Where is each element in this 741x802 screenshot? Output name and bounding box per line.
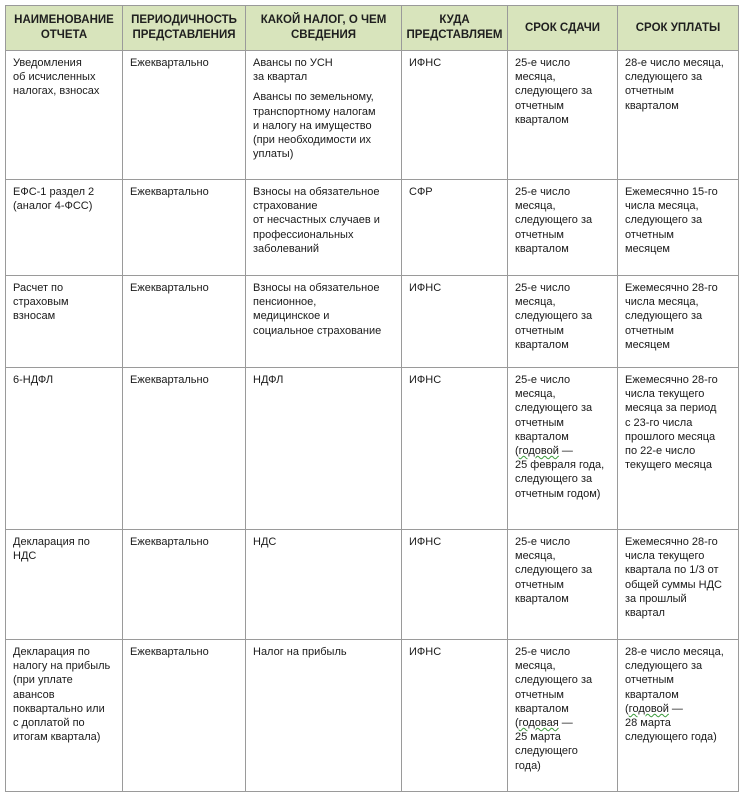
cell-periodicity: Ежеквартально bbox=[123, 276, 246, 368]
cell-submit-annual-note: (годовой — 25 февраля года, следующего за отчетным годом) bbox=[515, 445, 605, 500]
column-header-tax: КАКОЙ НАЛОГ, О ЧЕМ СВЕДЕНИЯ bbox=[246, 6, 402, 51]
table-body bbox=[6, 51, 739, 792]
cell-submit-deadline: 25-е число месяца, следующего за отчетным кварталом bbox=[508, 180, 618, 276]
cell-where: ИФНС bbox=[402, 530, 508, 640]
cell-where: СФР bbox=[402, 180, 508, 276]
header-row bbox=[6, 6, 739, 51]
cell-report-name: Декларация по НДС bbox=[6, 530, 123, 640]
cell-tax-note: Авансы по земельному, транспортному налогам и налогу на имущество (при необходимости их уплаты) bbox=[253, 91, 376, 161]
table-row bbox=[6, 51, 739, 180]
cell-pay-deadline: 28-е число месяца, следующего за отчетным кварталом (годовой — 28 марта следующего года) bbox=[618, 640, 739, 792]
cell-where: ИФНС bbox=[402, 368, 508, 530]
cell-where: ИФНС bbox=[402, 51, 508, 180]
cell-pay-deadline: 28-е число месяца, следующего за отчетным кварталом bbox=[618, 51, 739, 180]
column-header-report-name: НАИМЕНОВАНИЕ ОТЧЕТА bbox=[6, 6, 123, 51]
cell-periodicity: Ежеквартально bbox=[123, 530, 246, 640]
cell-submit-deadline: 25-е число месяца, следующего за отчетным кварталом bbox=[508, 276, 618, 368]
cell-submit-deadline: 25-е число месяца, следующего за отчетным кварталом bbox=[508, 51, 618, 180]
cell-pay-deadline: Ежемесячно 28-го числа текущего месяца за период с 23-го числа прошлого месяца по 22-е число текущего месяца bbox=[618, 368, 739, 530]
cell-tax: Налог на прибыль bbox=[246, 640, 402, 792]
cell-report-name: 6-НДФЛ bbox=[6, 368, 123, 530]
table-row bbox=[6, 276, 739, 368]
cell-pay-deadline: Ежемесячно 28-го числа текущего квартала по 1/3 от общей суммы НДС за прошлый квартал bbox=[618, 530, 739, 640]
cell-submit-annual-note: (годовая — 25 марта следующего года) bbox=[515, 717, 578, 772]
tax-reporting-table bbox=[5, 5, 739, 792]
column-header-pay-deadline: СРОК УПЛАТЫ bbox=[618, 6, 739, 51]
cell-tax: Взносы на обязательное пенсионное, медицинское и социальное страхование bbox=[246, 276, 402, 368]
column-header-periodicity: ПЕРИОДИЧНОСТЬ ПРЕДСТАВЛЕНИЯ bbox=[123, 6, 246, 51]
cell-where: ИФНС bbox=[402, 276, 508, 368]
column-header-where: КУДА ПРЕДСТАВЛЯЕМ bbox=[402, 6, 508, 51]
cell-report-name: Декларация по налогу на прибыль (при уплате авансов поквартально или с доплатой по итогам квартала) bbox=[6, 640, 123, 792]
table-row bbox=[6, 530, 739, 640]
cell-periodicity: Ежеквартально bbox=[123, 51, 246, 180]
cell-submit-deadline: 25-е число месяца, следующего за отчетным кварталом bbox=[508, 530, 618, 640]
column-header-submit-deadline: СРОК СДАЧИ bbox=[508, 6, 618, 51]
cell-tax: Взносы на обязательное страхование от несчастных случаев и профессиональных заболеваний bbox=[246, 180, 402, 276]
table-row bbox=[6, 368, 739, 530]
cell-periodicity: Ежеквартально bbox=[123, 180, 246, 276]
cell-pay-deadline: Ежемесячно 28-го числа месяца, следующего за отчетным месяцем bbox=[618, 276, 739, 368]
cell-report-name: Расчет по страховым взносам bbox=[6, 276, 123, 368]
cell-where: ИФНС bbox=[402, 640, 508, 792]
cell-pay-annual-note: (годовой — 28 марта следующего года) bbox=[625, 702, 717, 744]
cell-tax: НДС bbox=[246, 530, 402, 640]
table-row bbox=[6, 640, 739, 792]
cell-tax: Авансы по УСН за квартал Авансы по земельному, транспортному налогам и налогу на имущество (при необходимости их уплаты) bbox=[246, 51, 402, 180]
cell-pay-deadline: Ежемесячно 15-го числа месяца, следующего за отчетным месяцем bbox=[618, 180, 739, 276]
cell-report-name: Уведомления об исчисленных налогах, взносах bbox=[6, 51, 123, 180]
cell-submit-deadline: 25-е число месяца, следующего за отчетным кварталом (годовой — 25 февраля года, следующего за отчетным годом) bbox=[508, 368, 618, 530]
cell-periodicity: Ежеквартально bbox=[123, 368, 246, 530]
cell-periodicity: Ежеквартально bbox=[123, 640, 246, 792]
cell-tax: НДФЛ bbox=[246, 368, 402, 530]
cell-report-name: ЕФС-1 раздел 2 (аналог 4-ФСС) bbox=[6, 180, 123, 276]
cell-submit-deadline: 25-е число месяца, следующего за отчетным кварталом (годовая — 25 марта следующего года) bbox=[508, 640, 618, 792]
table-row bbox=[6, 180, 739, 276]
table-header bbox=[6, 6, 739, 51]
